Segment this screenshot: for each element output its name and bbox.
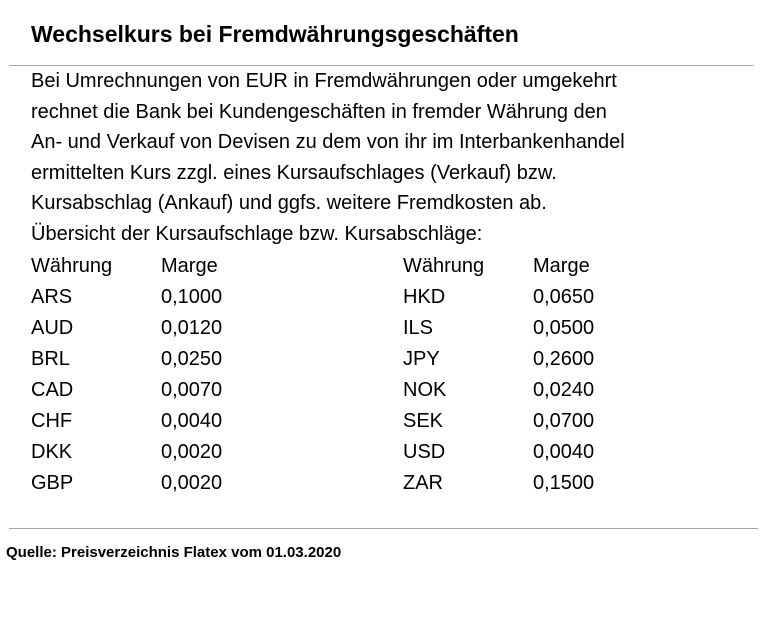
header-margin-right: Marge [533, 255, 590, 277]
margin-value: 0,1000 [161, 286, 223, 308]
margin-value: 0,0070 [161, 379, 223, 401]
currency-code: HKD [403, 286, 446, 308]
currency-code: DKK [31, 441, 73, 463]
table-row [31, 313, 731, 344]
margin-value: 0,0120 [161, 317, 223, 339]
description-line: ermittelten Kurs zzgl. eines Kursaufschlages (Verkauf) bzw. [31, 161, 557, 184]
margin-value: 0,0040 [161, 410, 223, 432]
description-line: An- und Verkauf von Devisen zu dem von ihr im Interbankenhandel [31, 131, 625, 154]
currency-code: ILS [403, 317, 434, 339]
margin-value: 0,0650 [533, 286, 595, 308]
margin-value: 0,0700 [533, 410, 595, 432]
currency-code: AUD [31, 317, 74, 339]
currency-code: GBP [31, 472, 74, 494]
table-row [31, 282, 731, 313]
source-citation: Quelle: Preisverzeichnis Flatex vom 01.03.2020 [6, 544, 342, 561]
currency-code: CAD [31, 379, 74, 401]
description-paragraph [31, 66, 751, 250]
currency-code: CHF [31, 410, 73, 432]
currency-code: SEK [403, 410, 444, 432]
margin-value: 0,0500 [533, 317, 595, 339]
currency-margin-table [31, 251, 731, 499]
table-row [31, 406, 731, 437]
margin-value: 0,0040 [533, 441, 595, 463]
description-line: rechnet die Bank bei Kundengeschäften in fremder Währung den [31, 100, 607, 123]
margin-value: 0,1500 [533, 472, 595, 494]
margin-value: 0,0020 [161, 441, 223, 463]
header-margin-left: Marge [161, 255, 218, 277]
description-line: Kursabschlag (Ankauf) und ggfs. weitere Fremdkosten ab. [31, 192, 547, 215]
table-row [31, 375, 731, 406]
margin-value: 0,0020 [161, 472, 223, 494]
document-title: Wechselkurs bei Fremdwährungsgeschäften [31, 21, 519, 47]
description-line: Bei Umrechnungen von EUR in Fremdwährungen oder umgekehrt [31, 70, 617, 92]
table-row [31, 437, 731, 468]
bottom-divider [9, 528, 758, 529]
currency-code: ZAR [403, 472, 443, 494]
margin-value: 0,0250 [161, 348, 223, 370]
currency-code: JPY [403, 348, 440, 370]
table-row [31, 344, 731, 375]
table-header-row [31, 251, 731, 282]
currency-code: USD [403, 441, 446, 463]
header-currency-left: Währung [31, 255, 113, 277]
currency-code: ARS [31, 286, 73, 308]
header-currency-right: Währung [403, 255, 485, 277]
description-line: Übersicht der Kursaufschlage bzw. Kursabschläge: [31, 222, 483, 245]
currency-code: BRL [31, 348, 70, 370]
margin-value: 0,2600 [533, 348, 595, 370]
table-row [31, 468, 731, 499]
margin-value: 0,0240 [533, 379, 595, 401]
currency-code: NOK [403, 379, 447, 401]
